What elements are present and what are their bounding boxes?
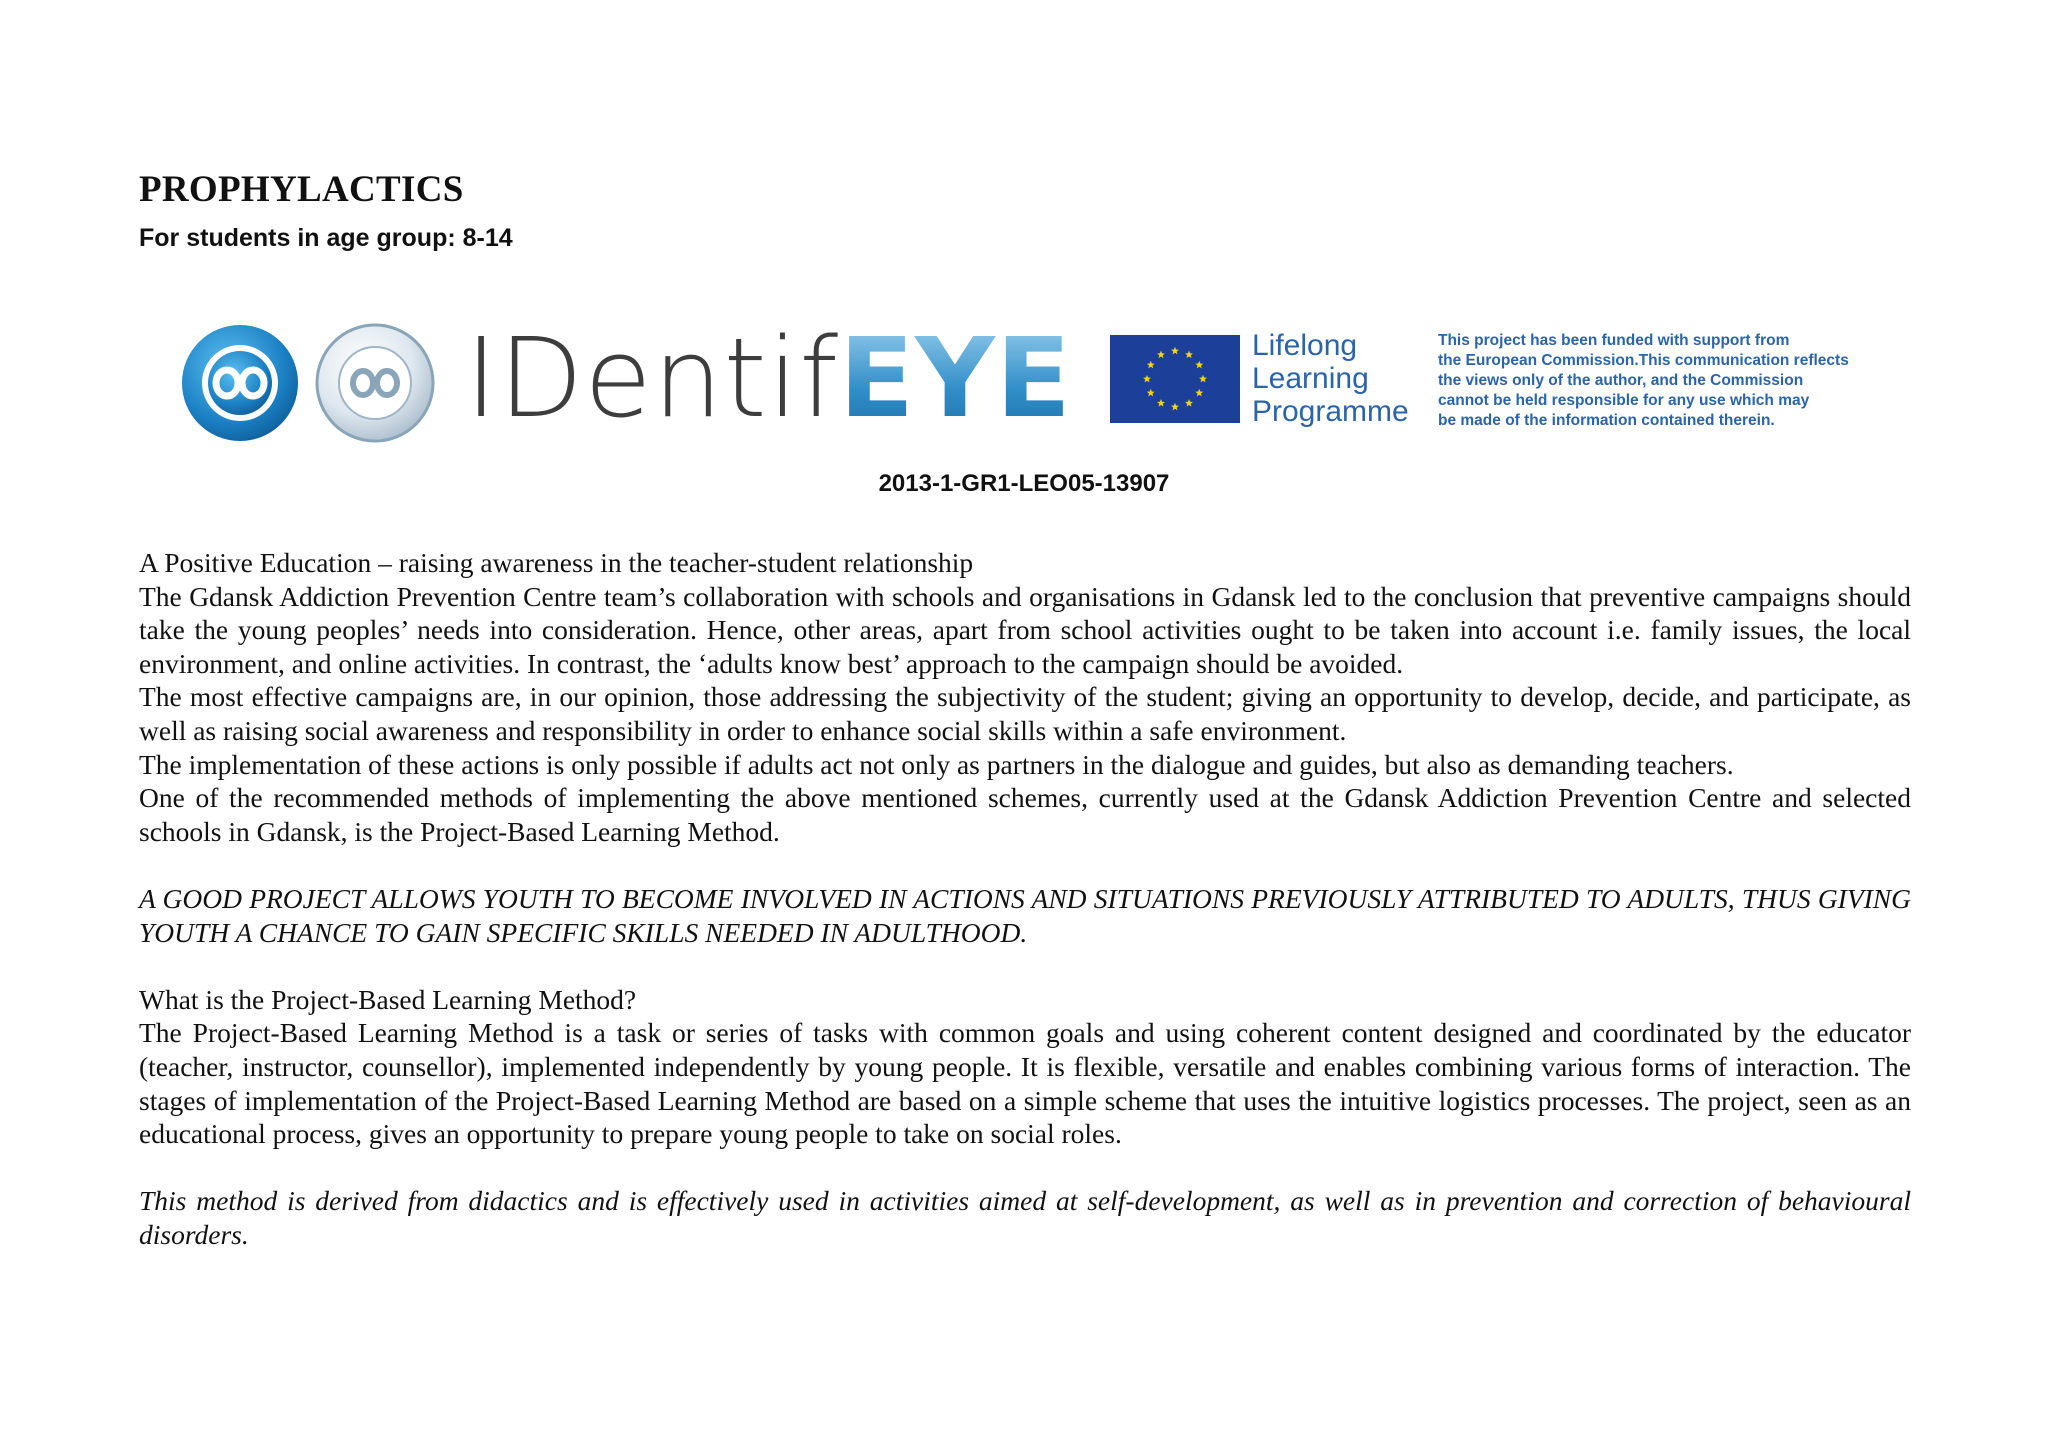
spacer	[139, 1151, 1911, 1185]
llp-line-3: Programme	[1252, 395, 1409, 428]
paragraph-3: The implementation of these actions is only possible if adults act not only as partners in the dialogue and guides, but also as demanding teachers.	[139, 748, 1734, 780]
intro-heading: A Positive Education – raising awareness in the teacher-student relationship	[139, 547, 974, 578]
lifelong-learning-programme	[1252, 329, 1409, 428]
disclaimer-line: the views only of the author, and the Commission	[1438, 372, 1804, 389]
emphasis-quote: A GOOD PROJECT ALLOWS YOUTH TO BECOME INVOLVED IN ACTIONS AND SITUATIONS PREVIOUSLY ATTRIBUTED TO ADULTS, THUS GIVING YOUTH A CHANCE TO GAIN SPECIFIC SKILLS NEEDED IN ADULTHOOD.	[139, 882, 1911, 948]
closing-statement: This method is derived from didactics and is effectively used in activities aimed at self-development, as well as in prevention and correction of behavioural disorders.	[139, 1185, 1911, 1250]
document-body	[139, 546, 1911, 1251]
paragraph-5: The Project-Based Learning Method is a task or series of tasks with common goals and using coherent content designed and coordinated by the educator (teacher, instructor, counsellor), implemented independently by young people. It is flexible, versatile and enables combining various forms of interaction. The stages of implementation of the Project-Based Learning Method are based on a simple scheme that uses the intuitive logistics processes. The project, seen as an educational process, gives an opportunity to prepare young people to take on social roles.	[139, 1017, 1911, 1150]
age-group-subtitle: For students in age group: 8-14	[139, 224, 513, 252]
document-title: PROPHYLACTICS	[139, 169, 464, 210]
spacer	[139, 848, 1911, 882]
project-reference-number: 2013-1-GR1-LEO05-13907	[878, 470, 1170, 497]
funding-disclaimer	[1438, 331, 1908, 431]
spacer	[139, 949, 1911, 983]
disclaimer-line: be made of the information contained therein.	[1438, 412, 1775, 429]
identifeye-wordmark	[465, 314, 1072, 442]
paragraph-2: The most effective campaigns are, in our opinion, those addressing the subjectivity of the student; giving an opportunity to develop, decide, and participate, as well as raising social awareness and responsibility in order to enhance social skills within a safe environment.	[139, 681, 1911, 746]
identifeye-logo-icon	[175, 315, 455, 445]
section-question: What is the Project-Based Learning Method?	[139, 983, 637, 1015]
wordmark-bold: EYE	[838, 314, 1072, 442]
project-reference	[0, 470, 2048, 498]
logo-banner	[175, 315, 1900, 445]
disclaimer-line: the European Commission.This communication reflects	[1438, 352, 1849, 369]
paragraph-4: One of the recommended methods of implementing the above mentioned schemes, currently used at the Gdansk Addiction Prevention Centre and selected schools in Gdansk, is the Project-Based Learning Method.	[139, 782, 1911, 847]
disclaimer-line: cannot be held responsible for any use which may	[1438, 392, 1810, 409]
llp-line-1: Lifelong	[1252, 329, 1358, 362]
paragraph-1: The Gdansk Addiction Prevention Centre team’s collaboration with schools and organisations in Gdansk led to the conclusion that preventive campaigns should take the young peoples’ needs into consideration. Hence, other areas, apart from school activities ought to be taken into account i.e. family issues, the local environment, and online activities. In contrast, the ‘adults know best’ approach to the campaign should be avoided.	[139, 580, 1911, 679]
wordmark-light: IDentif	[465, 314, 839, 442]
llp-line-2: Learning	[1252, 362, 1369, 395]
disclaimer-line: This project has been funded with support from	[1438, 332, 1790, 349]
eu-flag-icon	[1110, 335, 1240, 423]
